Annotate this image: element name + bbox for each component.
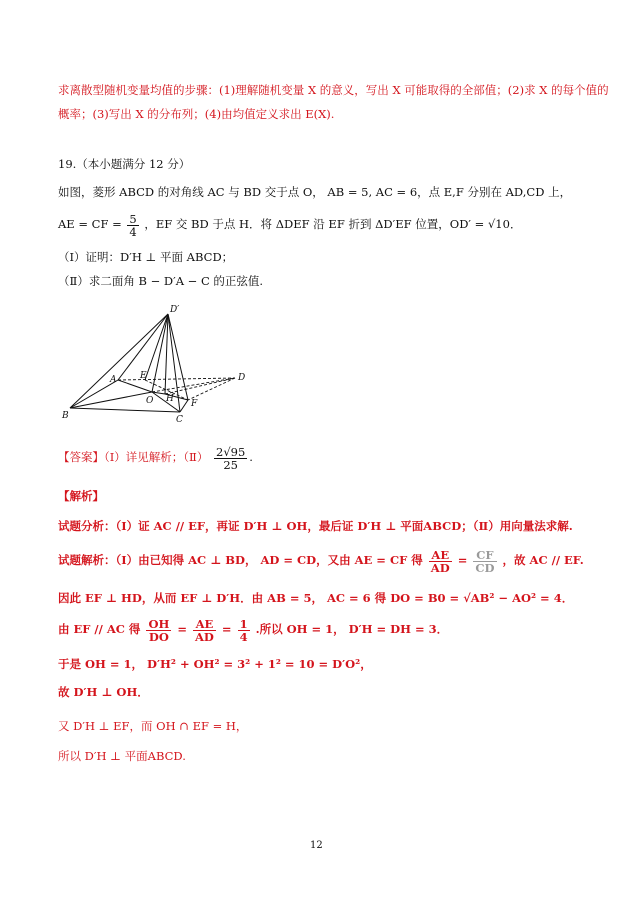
analysis-line-8: 所以 D′H ⊥ 平面ABCD. [58, 749, 186, 763]
label-c: C [176, 415, 183, 425]
answer-frac-num: 2√95 [216, 444, 246, 459]
analysis-line-4 [58, 614, 448, 644]
pyramid-figure [60, 300, 260, 425]
l4-frac-3-den: 4 [239, 629, 248, 644]
label-d: D [238, 373, 246, 383]
label-h: H [166, 394, 174, 404]
stem2-frac-num: 5 [129, 211, 137, 226]
l4-frac-2-num: AE [193, 618, 216, 631]
l4-frac-2-den: AD [195, 629, 214, 644]
answer-text: （Ⅰ）详见解析；（Ⅱ） [104, 450, 209, 464]
label-o: O [146, 396, 154, 406]
l2-frac-2-num: CF [473, 549, 496, 562]
l2-left: 试题解析：（Ⅰ）由已知得 AC ⊥ BD， AD = CD，又由 AE = CF 得 [58, 553, 423, 567]
stem2-left: AE = CF = [58, 217, 122, 231]
answer-tag: 【答案】 [58, 450, 104, 464]
stem2-fraction [127, 213, 138, 238]
edge-dp-f [168, 314, 188, 400]
edge-od-dashed [152, 378, 235, 392]
l2-frac-1-den: AD [430, 560, 450, 575]
l4-frac-2 [193, 618, 216, 643]
problem-stem-2 [58, 212, 521, 238]
stem2-right: ，EF 交 BD 于点 H．将 ΔDEF 沿 EF 折到 ΔD′EF 位置，OD′ = √10． [144, 217, 522, 231]
answer-fraction [214, 446, 247, 471]
intro-line-1: 求离散型随机变量均值的步骤：(1)理解随机变量 X 的意义，写出 X 可能取得的全部值；(2)求 X 的每个值的 [58, 83, 609, 97]
analysis-line-7: 又 D′H ⊥ EF，而 OH ∩ EF = H， [58, 719, 248, 733]
problem-part-2: （Ⅱ）求二面角 B − D′A − C 的正弦值. [58, 274, 264, 288]
edge-dp-b [70, 314, 168, 408]
l2-frac-1 [429, 549, 452, 574]
analysis-line-5: 于是 OH = 1， D′H² + OH² = 3² + 1² = 10 = D′O²， [58, 657, 372, 671]
edge-ao [118, 380, 152, 392]
l4-eq: = [177, 622, 187, 636]
l4-frac-3 [238, 618, 250, 643]
stem2-frac-den: 4 [129, 224, 137, 239]
answer-line [58, 444, 253, 471]
problem-header: 19.（本小题满分 12 分） [58, 157, 191, 171]
problem-part-1: （Ⅰ）证明：D′H ⊥ 平面 ABCD； [58, 250, 234, 264]
edge-hd-dashed [165, 378, 235, 394]
problem-stem-1: 如图，菱形 ABCD 的对角线 AC 与 BD 交于点 O， AB = 5, AC = 6，点 E,F 分别在 AD,CD 上， [58, 185, 572, 199]
answer-end: . [249, 450, 253, 464]
label-b: B [62, 411, 69, 421]
label-f: F [191, 399, 198, 409]
l4-frac-1-den: DO [148, 629, 169, 644]
answer-frac-den: 25 [223, 457, 238, 472]
l2-right: ，故 AC // EF. [502, 553, 584, 567]
label-e: E [140, 371, 147, 381]
edge-cf [180, 400, 188, 412]
page-number: 12 [310, 840, 323, 851]
edge-bc [70, 408, 180, 412]
l4-right: .所以 OH = 1， D′H = DH = 3． [255, 622, 449, 636]
analysis-line-6: 故 D′H ⊥ OH． [58, 685, 149, 699]
label-a: A [110, 375, 117, 385]
l4-frac-1 [146, 618, 171, 643]
edge-bo [70, 392, 152, 408]
analysis-line-2 [58, 546, 584, 574]
intro-line-2: 概率；(3)写出 X 的分布列；(4)由均值定义求出 E(X). [58, 107, 335, 121]
analysis-line-3: 因此 EF ⊥ HD，从而 EF ⊥ D′H．由 AB = 5， AC = 6 得 DO = B0 = √AB² − AO² = 4． [58, 591, 574, 605]
l2-frac-2-den: CD [475, 560, 495, 575]
l2-frac-1-num: AE [429, 549, 452, 562]
l2-eq: = [457, 553, 468, 567]
edge-dc-dashed [188, 378, 235, 400]
analysis-line-1: 试题分析：（Ⅰ）证 AC // EF，再证 D′H ⊥ OH，最后证 D′H ⊥ 平面ABCD；（Ⅱ）用向量法求解. [58, 519, 573, 533]
l4-frac-1-num: OH [148, 616, 170, 631]
l4-left: 由 EF // AC 得 [58, 622, 141, 636]
l4-frac-3-num: 1 [239, 616, 248, 631]
analysis-tag: 【解析】 [58, 489, 104, 503]
label-dprime: D′ [170, 305, 180, 315]
l2-frac-2 [473, 549, 496, 574]
l4-eq2: = [221, 622, 232, 636]
